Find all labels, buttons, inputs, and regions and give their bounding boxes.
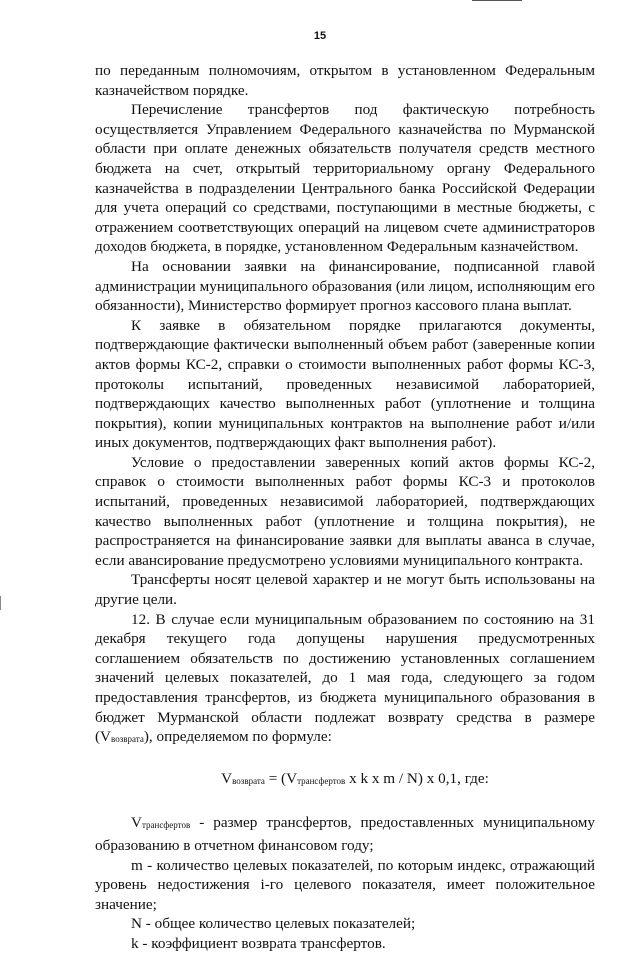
definition-v: V (131, 814, 142, 832)
paragraph-1: по переданным полномочиям, открытом в установленном Федеральным казначейством порядке. (95, 62, 595, 99)
return-formula (95, 769, 595, 792)
clause-12-subscript: возврата (111, 734, 144, 745)
formula-v: V (221, 769, 233, 787)
definition-k: k - коэффициент возврата трансфертов. (131, 934, 386, 952)
top-edge-mark (472, 0, 522, 1)
paragraph-2: Перечисление трансфертов под фактическую потребность осуществляется Управлением Федерального казначейства по Мурманской области при оплате денежных обязательств получателя средств местного бюджета на счет, открытый территориальному органу Федерального казначейства в подразделении Центрального банка Российской Федерации для учета операций со средствами, поступающими в местные бюджеты, с отражением соответствующих операций на лицевом счете администраторов доходов бюджета, в порядке, установленном Федеральным казначейством. (95, 101, 595, 256)
formula-eq-open: = (V (264, 769, 298, 787)
side-edge-mark (0, 596, 1, 610)
clause-12-text: 12. В случае если муниципальным образованием по состоянию на 31 декабря текущего года допущены нарушения предусмотренных соглашением обязательств по достижению установленных соглашением значений целевых показателей, до 1 мая года, следующего за годом предоставления трансфертов, из бюджета муниципального образования в бюджет Мурманской области подлежат возврату средства в размере (V (95, 610, 595, 746)
paragraph-3: На основании заявки на финансирование, подписанной главой администрации муниципального образования (или лицом, исполняющим его обязанности), Министерство формирует прогноз кассового плана выплат. (95, 257, 595, 315)
definition-n: N - общее количество целевых показателей; (131, 915, 416, 933)
paragraph-5: Условие о предоставлении заверенных копий актов формы КС-2, справок о стоимости выполненных работ формы КС-3 и протоколов испытаний, проведенных независимой лабораторией, подтверждающих качество выполненных работ (уплотнение и толщина покрытия), не распространяется на финансирование заявки для выплаты аванса в случае, если авансирование предусмотрено условиями муниципального контракта. (95, 453, 595, 569)
definition-m: m - количество целевых показателей, по которым индекс, отражающий уровень недостижения i-го целевого показателя, имеет положительное значение; (95, 856, 595, 913)
definition-v-sub: трансфертов (141, 820, 191, 831)
formula-sub-return: возврата (232, 775, 265, 786)
formula-sub-transfers: трансфертов (297, 775, 346, 786)
clause-12-tail: ), определяемом по формуле: (143, 728, 332, 746)
formula-rest: x k x m / N) x 0,1, где: (345, 769, 489, 787)
paragraph-6: Трансферты носят целевой характер и не могут быть использованы на другие цели. (95, 571, 595, 609)
paragraph-4: К заявке в обязательном порядке прилагаются документы, подтверждающие фактически выполненный объем работ (заверенные копии актов формы КС-2, справки о стоимости выполненных работ формы КС-3, протоколы испытаний, проведенных независимой лабораторией, подтверждающих качество выполненных работ (уплотнение и толщина покрытия), копии муниципальных контрактов на выполнение работ и/или иных документов, подтверждающих факт выполнения работ). (95, 316, 595, 452)
clause-12 (95, 610, 595, 750)
definition-v-transfers (95, 813, 595, 855)
page-number: 15 (313, 30, 327, 42)
document-body (95, 61, 595, 954)
definition-v-text: - размер трансфертов, предоставленных муниципальному образованию в отчетном финансовом году; (95, 814, 595, 854)
